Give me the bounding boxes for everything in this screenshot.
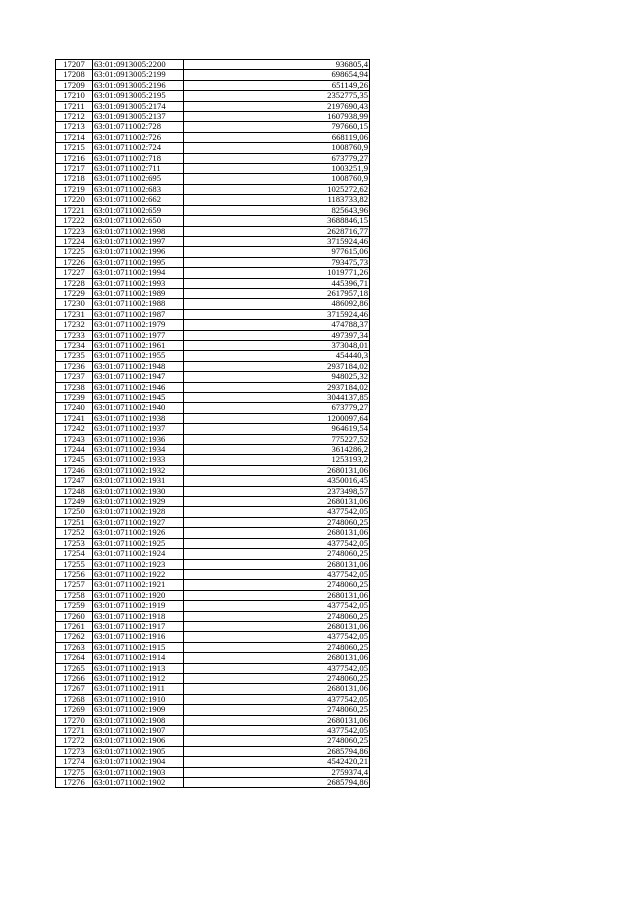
table-row: [56, 372, 370, 382]
value-cell: 775227,52: [184, 434, 370, 444]
row-number-cell: 17215: [56, 143, 93, 153]
value-cell: 3715924,46: [184, 309, 370, 319]
table-row: [56, 205, 370, 215]
table-row: [56, 247, 370, 257]
cadastral-number-cell: 63:01:0711002:1920: [93, 590, 184, 600]
value-cell: 3688846,15: [184, 216, 370, 226]
row-number-cell: 17224: [56, 236, 93, 246]
cadastral-number-cell: 63:01:0711002:1946: [93, 382, 184, 392]
cadastral-number-cell: 63:01:0711002:1915: [93, 642, 184, 652]
table-row: [56, 351, 370, 361]
value-cell: 2352775,35: [184, 91, 370, 101]
row-number-cell: 17272: [56, 736, 93, 746]
value-cell: 977615,06: [184, 247, 370, 257]
value-cell: 825643,96: [184, 205, 370, 215]
table-row: [56, 403, 370, 413]
value-cell: 2680131,06: [184, 590, 370, 600]
cadastral-number-cell: 63:01:0711002:1996: [93, 247, 184, 257]
row-number-cell: 17227: [56, 268, 93, 278]
value-cell: 4377542,05: [184, 507, 370, 517]
row-number-cell: 17246: [56, 465, 93, 475]
cadastral-number-cell: 63:01:0711002:1961: [93, 340, 184, 350]
value-cell: 2628716,77: [184, 226, 370, 236]
row-number-cell: 17251: [56, 517, 93, 527]
cadastral-number-cell: 63:01:0913005:2200: [93, 60, 184, 70]
value-cell: 2759374,4: [184, 767, 370, 777]
table-row: [56, 184, 370, 194]
row-number-cell: 17247: [56, 476, 93, 486]
row-number-cell: 17229: [56, 288, 93, 298]
value-cell: 948025,32: [184, 372, 370, 382]
table-row: [56, 736, 370, 746]
value-cell: 1008760,9: [184, 174, 370, 184]
cadastral-number-cell: 63:01:0913005:2199: [93, 70, 184, 80]
row-number-cell: 17226: [56, 257, 93, 267]
value-cell: 2748060,25: [184, 611, 370, 621]
row-number-cell: 17260: [56, 611, 93, 621]
cadastral-number-cell: 63:01:0711002:1902: [93, 778, 184, 788]
cadastral-number-cell: 63:01:0913005:2137: [93, 112, 184, 122]
row-number-cell: 17228: [56, 278, 93, 288]
row-number-cell: 17219: [56, 184, 93, 194]
cadastral-number-cell: 63:01:0711002:1916: [93, 632, 184, 642]
table-row: [56, 91, 370, 101]
value-cell: 964619,54: [184, 424, 370, 434]
cadastral-number-cell: 63:01:0711002:1989: [93, 288, 184, 298]
table-row: [56, 434, 370, 444]
row-number-cell: 17256: [56, 569, 93, 579]
cadastral-number-cell: 63:01:0711002:1927: [93, 517, 184, 527]
row-number-cell: 17225: [56, 247, 93, 257]
value-cell: 1183733,82: [184, 195, 370, 205]
table-row: [56, 684, 370, 694]
table-row: [56, 549, 370, 559]
value-cell: 2748060,25: [184, 549, 370, 559]
table-row: [56, 288, 370, 298]
table-row: [56, 299, 370, 309]
table-row: [56, 538, 370, 548]
value-cell: 4377542,05: [184, 538, 370, 548]
table-row: [56, 465, 370, 475]
value-cell: 2680131,06: [184, 528, 370, 538]
table-row: [56, 70, 370, 80]
table-row: [56, 673, 370, 683]
value-cell: 4377542,05: [184, 601, 370, 611]
cadastral-number-cell: 63:01:0711002:718: [93, 153, 184, 163]
value-cell: 4377542,05: [184, 694, 370, 704]
cadastral-number-cell: 63:01:0711002:1924: [93, 549, 184, 559]
value-cell: 797660,15: [184, 122, 370, 132]
table-row: [56, 122, 370, 132]
cadastral-number-cell: 63:01:0711002:1945: [93, 393, 184, 403]
table-row: [56, 195, 370, 205]
table-row: [56, 517, 370, 527]
table-row: [56, 340, 370, 350]
table-row: [56, 445, 370, 455]
value-cell: 454440,3: [184, 351, 370, 361]
row-number-cell: 17212: [56, 112, 93, 122]
value-cell: 2748060,25: [184, 517, 370, 527]
row-number-cell: 17266: [56, 673, 93, 683]
row-number-cell: 17239: [56, 393, 93, 403]
table-row: [56, 424, 370, 434]
value-cell: 2680131,06: [184, 653, 370, 663]
row-number-cell: 17232: [56, 320, 93, 330]
row-number-cell: 17273: [56, 746, 93, 756]
value-cell: 1003251,9: [184, 164, 370, 174]
row-number-cell: 17241: [56, 413, 93, 423]
table-row: [56, 632, 370, 642]
table-row: [56, 174, 370, 184]
value-cell: 2748060,25: [184, 673, 370, 683]
table-row: [56, 705, 370, 715]
cadastral-number-cell: 63:01:0711002:726: [93, 132, 184, 142]
value-cell: 2680131,06: [184, 465, 370, 475]
cadastral-number-cell: 63:01:0711002:1937: [93, 424, 184, 434]
row-number-cell: 17274: [56, 757, 93, 767]
row-number-cell: 17217: [56, 164, 93, 174]
cadastral-number-cell: 63:01:0711002:1940: [93, 403, 184, 413]
row-number-cell: 17250: [56, 507, 93, 517]
value-cell: 698654,94: [184, 70, 370, 80]
cadastral-number-cell: 63:01:0711002:659: [93, 205, 184, 215]
row-number-cell: 17207: [56, 60, 93, 70]
row-number-cell: 17275: [56, 767, 93, 777]
cadastral-number-cell: 63:01:0913005:2174: [93, 101, 184, 111]
value-cell: 497397,34: [184, 330, 370, 340]
table-row: [56, 236, 370, 246]
value-cell: 2685794,86: [184, 746, 370, 756]
value-cell: 2937184,02: [184, 382, 370, 392]
value-cell: 668119,06: [184, 132, 370, 142]
cadastral-number-cell: 63:01:0711002:1930: [93, 486, 184, 496]
row-number-cell: 17262: [56, 632, 93, 642]
table-row: [56, 746, 370, 756]
value-cell: 2937184,02: [184, 361, 370, 371]
row-number-cell: 17236: [56, 361, 93, 371]
value-cell: 2680131,06: [184, 621, 370, 631]
row-number-cell: 17249: [56, 497, 93, 507]
table-row: [56, 309, 370, 319]
cadastral-number-cell: 63:01:0711002:1928: [93, 507, 184, 517]
row-number-cell: 17218: [56, 174, 93, 184]
row-number-cell: 17230: [56, 299, 93, 309]
cadastral-number-cell: 63:01:0711002:1911: [93, 684, 184, 694]
table-row: [56, 164, 370, 174]
cadastral-number-cell: 63:01:0711002:1906: [93, 736, 184, 746]
cadastral-number-cell: 63:01:0711002:1917: [93, 621, 184, 631]
cadastral-number-cell: 63:01:0711002:1905: [93, 746, 184, 756]
cadastral-number-cell: 63:01:0711002:1994: [93, 268, 184, 278]
table-row: [56, 611, 370, 621]
value-cell: 4377542,05: [184, 569, 370, 579]
table-row: [56, 268, 370, 278]
cadastral-number-cell: 63:01:0711002:1909: [93, 705, 184, 715]
cadastral-number-cell: 63:01:0711002:1912: [93, 673, 184, 683]
value-cell: 1008760,9: [184, 143, 370, 153]
table-row: [56, 559, 370, 569]
table-row: [56, 621, 370, 631]
cadastral-number-cell: 63:01:0711002:1934: [93, 445, 184, 455]
table-row: [56, 715, 370, 725]
cadastral-number-cell: 63:01:0711002:1988: [93, 299, 184, 309]
cadastral-number-cell: 63:01:0711002:1925: [93, 538, 184, 548]
cadastral-number-cell: 63:01:0711002:1998: [93, 226, 184, 236]
value-cell: 1200097,64: [184, 413, 370, 423]
row-number-cell: 17259: [56, 601, 93, 611]
row-number-cell: 17264: [56, 653, 93, 663]
cadastral-number-cell: 63:01:0711002:728: [93, 122, 184, 132]
row-number-cell: 17263: [56, 642, 93, 652]
row-number-cell: 17265: [56, 663, 93, 673]
table-row: [56, 455, 370, 465]
value-cell: 3044137,85: [184, 393, 370, 403]
table-row: [56, 590, 370, 600]
row-number-cell: 17269: [56, 705, 93, 715]
table-row: [56, 642, 370, 652]
table-row: [56, 257, 370, 267]
cadastral-number-cell: 63:01:0711002:1921: [93, 580, 184, 590]
row-number-cell: 17237: [56, 372, 93, 382]
row-number-cell: 17257: [56, 580, 93, 590]
row-number-cell: 17222: [56, 216, 93, 226]
table-body: [56, 60, 370, 788]
row-number-cell: 17242: [56, 424, 93, 434]
row-number-cell: 17220: [56, 195, 93, 205]
value-cell: 1253193,2: [184, 455, 370, 465]
row-number-cell: 17238: [56, 382, 93, 392]
table-row: [56, 361, 370, 371]
cadastral-number-cell: 63:01:0711002:1933: [93, 455, 184, 465]
cadastral-number-cell: 63:01:0711002:1922: [93, 569, 184, 579]
cadastral-number-cell: 63:01:0711002:1932: [93, 465, 184, 475]
cadastral-number-cell: 63:01:0711002:1907: [93, 726, 184, 736]
row-number-cell: 17255: [56, 559, 93, 569]
cadastral-number-cell: 63:01:0711002:1918: [93, 611, 184, 621]
value-cell: 1607938,99: [184, 112, 370, 122]
table-row: [56, 60, 370, 70]
row-number-cell: 17209: [56, 80, 93, 90]
row-number-cell: 17270: [56, 715, 93, 725]
row-number-cell: 17214: [56, 132, 93, 142]
table-row: [56, 101, 370, 111]
value-cell: 936805,4: [184, 60, 370, 70]
value-cell: 2748060,25: [184, 705, 370, 715]
value-cell: 4542420,21: [184, 757, 370, 767]
value-cell: 2748060,25: [184, 580, 370, 590]
table-row: [56, 580, 370, 590]
cadastral-number-cell: 63:01:0711002:1955: [93, 351, 184, 361]
value-cell: 445396,71: [184, 278, 370, 288]
cadastral-number-cell: 63:01:0711002:1938: [93, 413, 184, 423]
cadastral-number-cell: 63:01:0711002:724: [93, 143, 184, 153]
row-number-cell: 17223: [56, 226, 93, 236]
table-row: [56, 216, 370, 226]
cadastral-number-cell: 63:01:0711002:1903: [93, 767, 184, 777]
value-cell: 2680131,06: [184, 684, 370, 694]
value-cell: 4377542,05: [184, 663, 370, 673]
row-number-cell: 17221: [56, 205, 93, 215]
row-number-cell: 17231: [56, 309, 93, 319]
table-row: [56, 320, 370, 330]
table-row: [56, 694, 370, 704]
cadastral-number-cell: 63:01:0711002:1929: [93, 497, 184, 507]
value-cell: 4377542,05: [184, 632, 370, 642]
table-row: [56, 80, 370, 90]
table-row: [56, 778, 370, 788]
table-row: [56, 112, 370, 122]
table-row: [56, 507, 370, 517]
table-row: [56, 663, 370, 673]
value-cell: 3614286,2: [184, 445, 370, 455]
table-row: [56, 330, 370, 340]
cadastral-number-cell: 63:01:0711002:1919: [93, 601, 184, 611]
cadastral-number-cell: 63:01:0711002:1979: [93, 320, 184, 330]
value-cell: 373048,01: [184, 340, 370, 350]
row-number-cell: 17276: [56, 778, 93, 788]
cadastral-number-cell: 63:01:0711002:695: [93, 174, 184, 184]
row-number-cell: 17216: [56, 153, 93, 163]
value-cell: 651149,26: [184, 80, 370, 90]
row-number-cell: 17248: [56, 486, 93, 496]
row-number-cell: 17252: [56, 528, 93, 538]
value-cell: 2680131,06: [184, 715, 370, 725]
cadastral-number-cell: 63:01:0711002:1977: [93, 330, 184, 340]
row-number-cell: 17267: [56, 684, 93, 694]
value-cell: 474788,37: [184, 320, 370, 330]
table-row: [56, 767, 370, 777]
table-row: [56, 153, 370, 163]
value-cell: 1019771,26: [184, 268, 370, 278]
value-cell: 2617957,18: [184, 288, 370, 298]
data-table: [55, 59, 370, 788]
cadastral-number-cell: 63:01:0711002:1931: [93, 476, 184, 486]
table-row: [56, 601, 370, 611]
cadastral-number-cell: 63:01:0711002:1997: [93, 236, 184, 246]
row-number-cell: 17234: [56, 340, 93, 350]
value-cell: 2680131,06: [184, 497, 370, 507]
row-number-cell: 17245: [56, 455, 93, 465]
row-number-cell: 17208: [56, 70, 93, 80]
value-cell: 2685794,86: [184, 778, 370, 788]
cadastral-number-cell: 63:01:0711002:1923: [93, 559, 184, 569]
cadastral-number-cell: 63:01:0913005:2195: [93, 91, 184, 101]
value-cell: 2680131,06: [184, 559, 370, 569]
cadastral-number-cell: 63:01:0711002:662: [93, 195, 184, 205]
row-number-cell: 17211: [56, 101, 93, 111]
cadastral-number-cell: 63:01:0913005:2196: [93, 80, 184, 90]
row-number-cell: 17210: [56, 91, 93, 101]
value-cell: 4350016,45: [184, 476, 370, 486]
table-row: [56, 528, 370, 538]
cadastral-number-cell: 63:01:0711002:1936: [93, 434, 184, 444]
table-row: [56, 497, 370, 507]
value-cell: 2748060,25: [184, 736, 370, 746]
value-cell: 673779,27: [184, 153, 370, 163]
cadastral-number-cell: 63:01:0711002:1993: [93, 278, 184, 288]
table-row: [56, 143, 370, 153]
cadastral-number-cell: 63:01:0711002:1948: [93, 361, 184, 371]
row-number-cell: 17213: [56, 122, 93, 132]
table-row: [56, 726, 370, 736]
value-cell: 1025272,62: [184, 184, 370, 194]
cadastral-number-cell: 63:01:0711002:711: [93, 164, 184, 174]
value-cell: 2373498,57: [184, 486, 370, 496]
table-row: [56, 132, 370, 142]
table-row: [56, 757, 370, 767]
cadastral-number-cell: 63:01:0711002:1987: [93, 309, 184, 319]
row-number-cell: 17271: [56, 726, 93, 736]
cadastral-number-cell: 63:01:0711002:650: [93, 216, 184, 226]
table-row: [56, 569, 370, 579]
cadastral-number-cell: 63:01:0711002:1914: [93, 653, 184, 663]
value-cell: 673779,27: [184, 403, 370, 413]
table-row: [56, 653, 370, 663]
cadastral-number-cell: 63:01:0711002:1913: [93, 663, 184, 673]
cadastral-number-cell: 63:01:0711002:1995: [93, 257, 184, 267]
row-number-cell: 17235: [56, 351, 93, 361]
row-number-cell: 17253: [56, 538, 93, 548]
value-cell: 793475,73: [184, 257, 370, 267]
value-cell: 2748060,25: [184, 642, 370, 652]
table-row: [56, 413, 370, 423]
value-cell: 4377542,05: [184, 726, 370, 736]
table-row: [56, 382, 370, 392]
row-number-cell: 17233: [56, 330, 93, 340]
row-number-cell: 17261: [56, 621, 93, 631]
row-number-cell: 17244: [56, 445, 93, 455]
value-cell: 486092,86: [184, 299, 370, 309]
cadastral-number-cell: 63:01:0711002:1947: [93, 372, 184, 382]
value-cell: 2197690,43: [184, 101, 370, 111]
cadastral-number-cell: 63:01:0711002:683: [93, 184, 184, 194]
table-row: [56, 278, 370, 288]
row-number-cell: 17268: [56, 694, 93, 704]
row-number-cell: 17240: [56, 403, 93, 413]
row-number-cell: 17258: [56, 590, 93, 600]
table-row: [56, 226, 370, 236]
cadastral-number-cell: 63:01:0711002:1904: [93, 757, 184, 767]
cadastral-number-cell: 63:01:0711002:1910: [93, 694, 184, 704]
cadastral-number-cell: 63:01:0711002:1926: [93, 528, 184, 538]
value-cell: 3715924,46: [184, 236, 370, 246]
row-number-cell: 17254: [56, 549, 93, 559]
table-row: [56, 393, 370, 403]
cadastral-number-cell: 63:01:0711002:1908: [93, 715, 184, 725]
table-row: [56, 486, 370, 496]
row-number-cell: 17243: [56, 434, 93, 444]
table-row: [56, 476, 370, 486]
